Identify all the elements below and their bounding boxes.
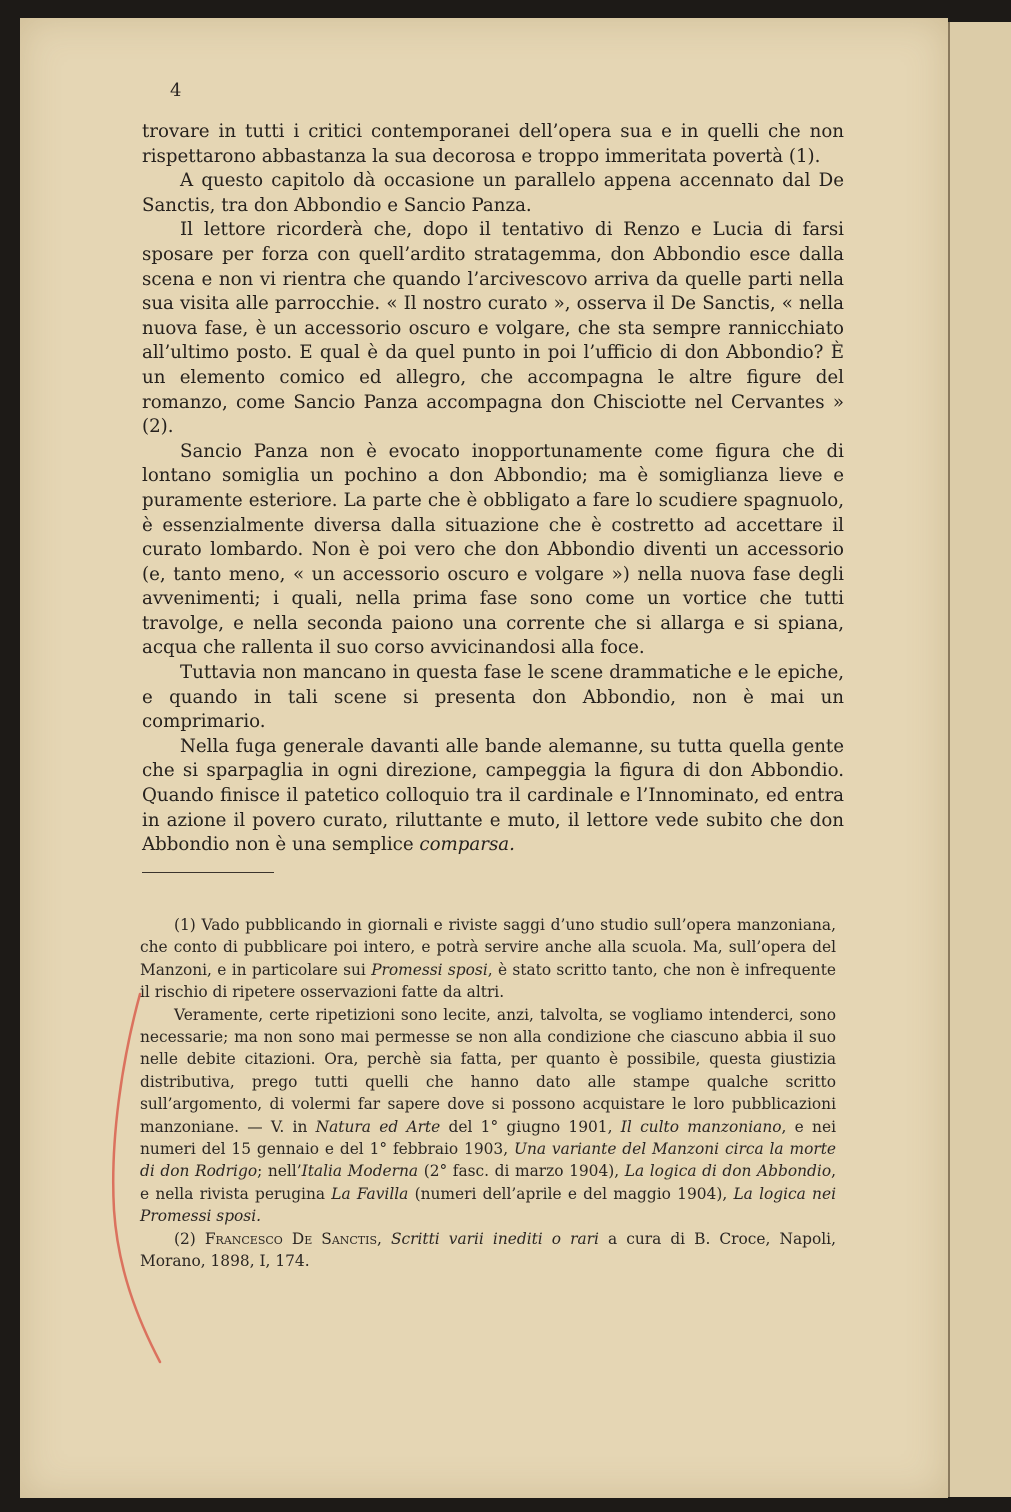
paragraph: A questo capitolo dà occasione un parallelo appena accennato dal De Sanctis, tra don Abbondio e Sancio Panza. <box>142 170 844 216</box>
footnote-text: , e nella rivista perugina <box>140 1162 836 1203</box>
footnote-italic: La logica di don Abbondio <box>624 1162 832 1181</box>
footnote-text: , <box>377 1229 391 1248</box>
footnote-number: (2) <box>174 1229 205 1248</box>
footnote-italic: Una variante del Manzoni circa la morte di don Rodrigo <box>140 1140 836 1181</box>
footnote-italic: Italia Moderna <box>301 1162 419 1181</box>
footnote-1 <box>140 914 836 1004</box>
footnote-separator <box>142 872 274 873</box>
footnote-italic: La logica nei Promessi sposi. <box>140 1184 836 1226</box>
paragraph: Tuttavia non mancano in questa fase le scene drammatiche e le epiche, e quando in tali scene si presenta don Abbondio, non è mai un comprimario. <box>142 662 844 733</box>
footnote-italic: Natura ed Arte <box>315 1117 441 1136</box>
pencil-mark-icon <box>100 990 170 1370</box>
page-number: 4 <box>170 80 182 101</box>
footnotes <box>140 914 836 1273</box>
paragraph <box>142 735 844 858</box>
footnote-italic: Il culto manzoniano <box>620 1117 782 1136</box>
footnote-text: Veramente, certe ripetizioni sono lecite, anzi, talvolta, se vogliamo intenderci, sono necessarie; ma non sono mai permesse se non alla condizione che ciascuno abbia il suo nelle debite citazioni. Ora, perchè sia fatta, per quanto è possibile, questa giustizia distributiva, prego tutti quelli che hanno dato alle stampe qualche scritto sull’argomento, di volermi far sapere dove si possono acquistare le loro pubblicazioni manzoniane. — V. in <box>140 1005 836 1136</box>
footnote-italic: Scritti varii inediti o rari <box>390 1229 599 1248</box>
footnote-text: , e nei numeri del 15 gennaio e del 1° febbraio 1903, <box>140 1117 837 1159</box>
footnote-text: ; nell’ <box>257 1162 302 1181</box>
footnote-text: (1) Vado pubblicando in giornali e riviste saggi d’uno studio sull’opera manzoniana, che conto di pubblicare poi intero, e potrà servire anche alla scuola. Ma, sull’opera del Manzoni, e in particolare sui <box>140 916 836 979</box>
footnote-text: a cura di B. Croce, Napoli, Morano, 1898, I, 174. <box>140 1229 836 1271</box>
footnote-2 <box>140 1228 836 1273</box>
italic-word: comparsa. <box>419 834 515 856</box>
main-text <box>142 120 844 858</box>
footnote-text: (2° fasc. di marzo 1904), <box>418 1162 625 1181</box>
footnote-text: (numeri dell’aprile e del maggio 1904), <box>408 1184 734 1203</box>
footnote-text: del 1° giugno 1901, <box>440 1117 621 1136</box>
footnote-1-continued <box>140 1004 836 1228</box>
paragraph-continuation: trovare in tutti i critici contemporanei dell’opera sua e in quelli che non rispettarono abbastanza la sua decorosa e troppo immeritata povertà (1). <box>142 121 844 167</box>
footnote-italic: Promessi sposi <box>371 960 488 979</box>
paragraph: Sancio Panza non è evocato inopportunamente come figura che di lontano somiglia un pochino a don Abbondio; ma è somiglianza lieve e puramente esteriore. La parte che è obbligato a fare lo scudiere spagnuolo, è essenzialmente diversa dalla situazione che è costretto ad accettare il curato lombardo. Non è poi vero che don Abbondio diventi un accessorio (e, tanto meno, « un accessorio oscuro e volgare ») nella nuova fase degli avvenimenti; i quali, nella prima fase sono come un vortice che tutti travolge, e nella seconda paiono una corrente che si allarga e si spiana, acqua che rallenta il suo corso avvicinandosi alla foce. <box>142 440 844 659</box>
footnote-author: Francesco De Sanctis <box>204 1229 378 1248</box>
footnote-italic: La Favilla <box>331 1184 409 1203</box>
adjacent-page-edge <box>948 22 1011 1497</box>
paragraph: Il lettore ricorderà che, dopo il tentativo di Renzo e Lucia di farsi sposare per forza con quell’ardito stratagemma, don Abbondio esce dalla scena e non vi rientra che quando l’arcivescovo arriva da quelle parti nella sua visita alle parrocchie. « Il nostro curato », osserva il De Sanctis, « nella nuova fase, è un accessorio oscuro e volgare, che sta sempre rannicchiato all’ultimo posto. E qual è da quel punto in poi l’ufficio di don Abbondio? È un elemento comico ed allegro, che accompagna le altre figure del romanzo, come Sancio Panza accompagna don Chisciotte nel Cervantes » (2). <box>142 219 844 438</box>
footnote-text: , è stato scritto tanto, che non è infrequente il rischio di ripetere osservazioni fatte da altri. <box>140 960 836 1002</box>
paragraph-text: Nella fuga generale davanti alle bande alemanne, su tutta quella gente che si sparpaglia in ogni direzione, campeggia la figura di don Abbondio. Quando finisce il patetico colloquio tra il cardinale e l’Innominato, ed entra in azione il povero curato, riluttante e muto, il lettore vede subito che don Abbondio non è una semplice <box>142 735 844 856</box>
